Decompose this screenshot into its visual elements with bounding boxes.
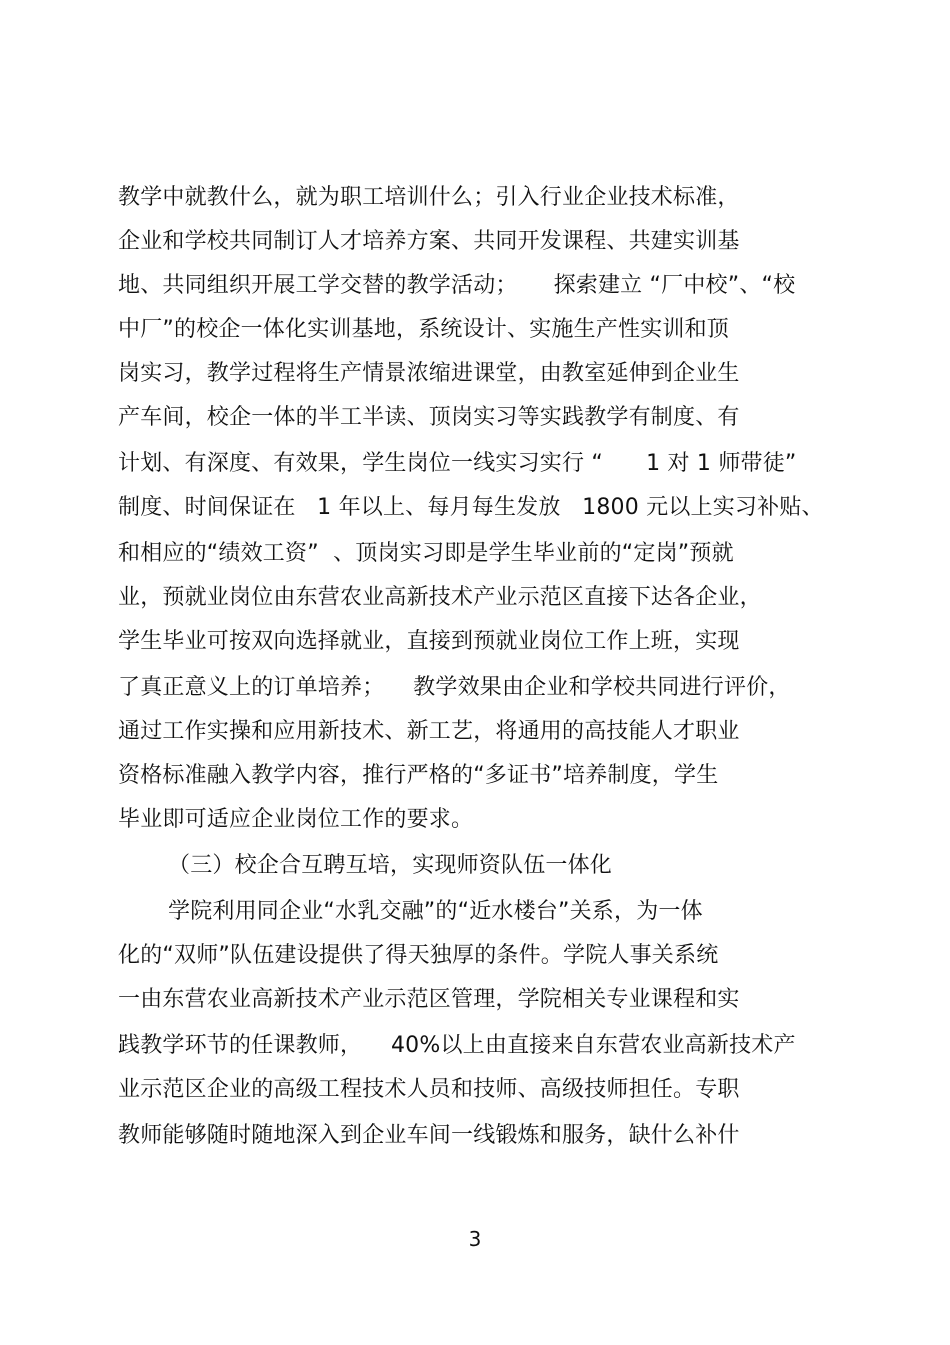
text-line: 学院利用同企业“水乳交融”的“近水楼台”关系，为一体	[168, 899, 703, 924]
text-line: 中厂”的校企一体化实训基地，系统设计、实施生产性实训和顶	[118, 317, 729, 342]
text-line: 践教学环节的任课教师， 40%以上由直接来自东营农业高新技术产	[118, 1033, 796, 1058]
text-line: 制度、时间保证在 1 年以上、每月每生发放 1800 元以上实习补贴、	[118, 495, 824, 520]
page-number: 3	[468, 1227, 482, 1251]
text-line: 毕业即可适应企业岗位工作的要求。	[118, 807, 474, 832]
text-line: 计划、有深度、有效果，学生岗位一线实习实行 “ 1 对 1 师带徒”	[118, 451, 797, 476]
text-line: 和相应的“绩效工资” 、顶岗实习即是学生毕业前的“定岗”预就	[118, 541, 734, 566]
text-line: 产车间，校企一体的半工半读、顶岗实习等实践教学有制度、有	[118, 405, 740, 430]
text-line: 企业和学校共同制订人才培养方案、共同开发课程、共建实训基	[118, 229, 740, 254]
text-line: 教师能够随时随地深入到企业车间一线锻炼和服务，缺什么补什	[118, 1123, 740, 1148]
text-line: 业，预就业岗位由东营农业高新技术产业示范区直接下达各企业，	[118, 585, 762, 610]
text-line: 资格标准融入教学内容，推行严格的“多证书”培养制度，学生	[118, 763, 719, 788]
section-heading: （三）校企合互聘互培，实现师资队伍一体化	[168, 853, 613, 878]
text-line: 通过工作实操和应用新技术、新工艺，将通用的高技能人才职业	[118, 719, 740, 744]
text-line: 学生毕业可按双向选择就业，直接到预就业岗位工作上班，实现	[118, 629, 740, 654]
text-line: 一由东营农业高新技术产业示范区管理，学院相关专业课程和实	[118, 987, 740, 1012]
text-line: 教学中就教什么，就为职工培训什么；引入行业企业技术标准，	[118, 185, 740, 210]
text-line: 业示范区企业的高级工程技术人员和技师、高级技师担任。专职	[118, 1077, 740, 1102]
text-line: 地、共同组织开展工学交替的教学活动； 探索建立 “厂中校”、“校	[118, 273, 796, 298]
text-line: 岗实习，教学过程将生产情景浓缩进课堂，由教室延伸到企业生	[118, 361, 740, 386]
text-line: 化的“双师”队伍建设提供了得天独厚的条件。学院人事关系统	[118, 943, 719, 968]
text-line: 了真正意义上的订单培养； 教学效果由企业和学校共同进行评价，	[118, 675, 791, 700]
